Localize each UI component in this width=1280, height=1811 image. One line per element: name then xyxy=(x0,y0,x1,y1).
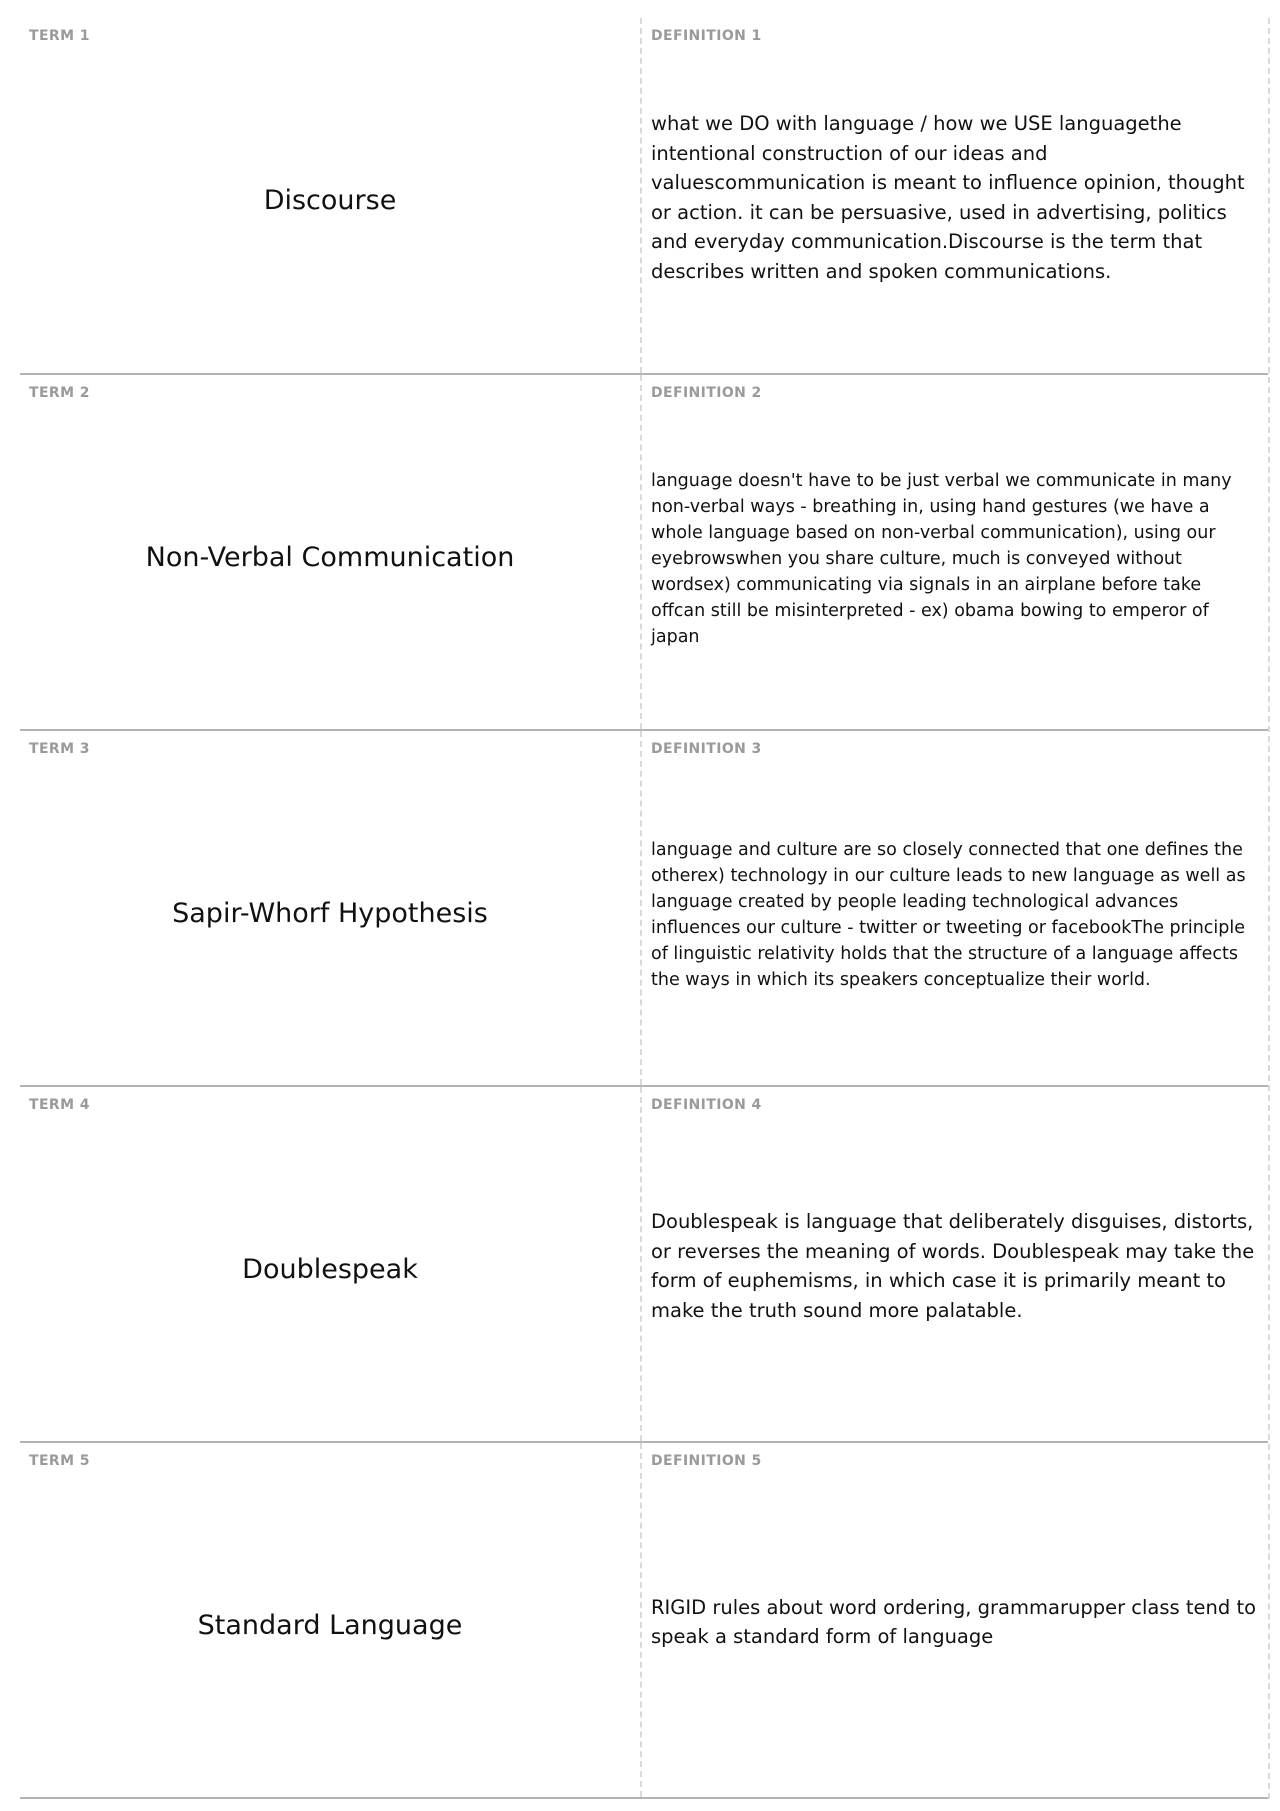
definition-text xyxy=(651,1087,1260,1441)
term-value: Discourse xyxy=(263,185,397,216)
flashcard-row xyxy=(20,18,1268,375)
term-cell xyxy=(20,1087,642,1441)
term-value: Standard Language xyxy=(197,1609,463,1641)
definition-cell xyxy=(642,18,1268,373)
flashcard-row xyxy=(20,1443,1268,1799)
definition-value: RIGID rules about word ordering, grammarupper class tend to speak a standard form of language xyxy=(651,1595,1257,1648)
flashcard-sheet xyxy=(20,18,1270,1799)
definition-label: DEFINITION 2 xyxy=(651,385,762,401)
definition-text xyxy=(651,375,1260,729)
term-cell xyxy=(20,1443,642,1797)
flashcard-row xyxy=(20,731,1268,1087)
definition-text xyxy=(651,1443,1260,1797)
definition-cell xyxy=(642,375,1268,729)
flashcard-row xyxy=(20,375,1268,731)
term-label: TERM 5 xyxy=(29,1453,90,1469)
definition-cell xyxy=(642,1443,1268,1797)
term-cell xyxy=(20,18,642,373)
definition-label: DEFINITION 4 xyxy=(651,1097,762,1113)
definition-cell xyxy=(642,731,1268,1085)
definition-value: language and culture are so closely connected that one defines the otherex) technology in our culture leads to new language as well as language created by people leading technological advances influences our culture - twitter or tweeting or facebookThe principle of linguistic relativity holds that the structure of a language affects the ways in which its speakers conceptualize their world. xyxy=(651,840,1246,990)
definition-label: DEFINITION 5 xyxy=(651,1453,762,1469)
definition-text xyxy=(651,731,1260,1085)
term-cell xyxy=(20,731,642,1085)
term-value: Sapir-Whorf Hypothesis xyxy=(172,897,488,929)
definition-text xyxy=(651,18,1260,373)
term-value: Non-Verbal Communication xyxy=(145,541,515,573)
term-text xyxy=(20,18,640,373)
definition-label: DEFINITION 1 xyxy=(651,28,762,44)
term-text xyxy=(20,1087,640,1441)
term-label: TERM 3 xyxy=(29,741,90,757)
term-label: TERM 1 xyxy=(29,28,90,44)
term-cell xyxy=(20,375,642,729)
term-value: Doublespeak xyxy=(242,1253,418,1285)
definition-value: Doublespeak is language that deliberately disguises, distorts, or reverses the meaning of words. Doublespeak may take the form of euphemisms, in which case it is primarily meant to make the truth sound more palatable. xyxy=(651,1210,1255,1322)
definition-value: language doesn't have to be just verbal we communicate in many non-verbal ways - breathing in, using hand gestures (we have a whole language based on non-verbal communication), using our eyebrowswhen you share culture, much is conveyed without wordsex) communicating via signals in an airplane before take offcan still be misinterpreted - ex) obama bowing to emperor of japan xyxy=(651,471,1232,647)
term-label: TERM 2 xyxy=(29,385,90,401)
definition-cell xyxy=(642,1087,1268,1441)
definition-value: what we DO with language / how we USE languagethe intentional construction of our ideas and valuescommunication is meant to influence opinion, thought or action. it can be persuasive, used in advertising, politics and everyday communication.Discourse is the term that describes written and spoken communications. xyxy=(651,112,1245,283)
term-text xyxy=(20,375,640,729)
term-label: TERM 4 xyxy=(29,1097,90,1113)
term-text xyxy=(20,731,640,1085)
term-text xyxy=(20,1443,640,1797)
definition-label: DEFINITION 3 xyxy=(651,741,762,757)
flashcard-row xyxy=(20,1087,1268,1443)
